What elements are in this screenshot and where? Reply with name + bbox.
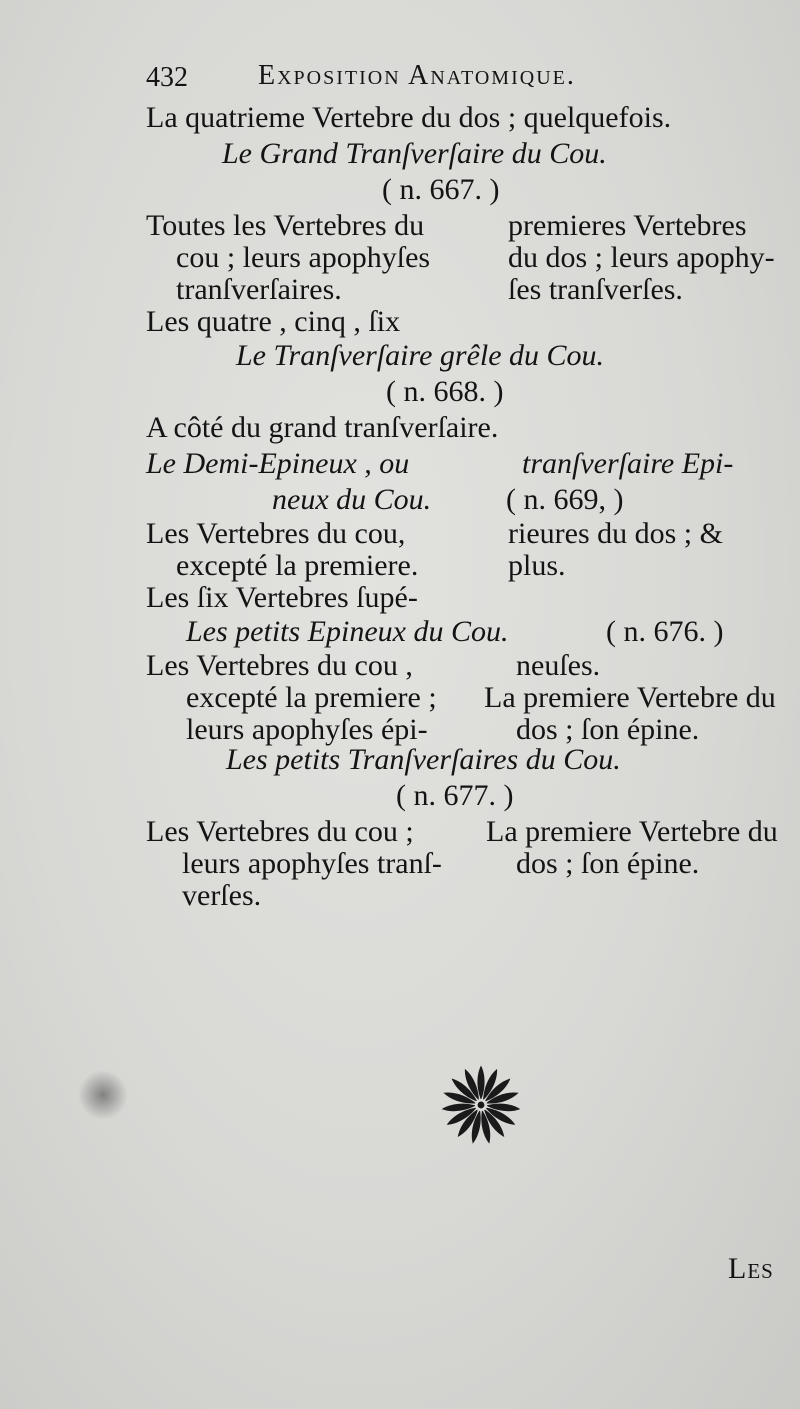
right-column-line: La premiere Vertebre du xyxy=(486,815,778,848)
text-line: Les quatre , cinq , ſix xyxy=(146,305,401,338)
page-number: 432 xyxy=(146,62,188,93)
text-line: La quatrieme Vertebre du dos ; quelquefois. xyxy=(146,101,672,134)
catchword: Les xyxy=(728,1252,774,1285)
left-column-line: Les Vertebres du cou, xyxy=(146,517,406,550)
section-heading: Le Grand Tranſverſaire du Cou. xyxy=(222,137,607,170)
running-title: Exposition Anatomique. xyxy=(258,60,576,91)
left-column-line: excepté la premiere. xyxy=(176,549,419,582)
left-column-line: excepté la premiere ; xyxy=(186,681,437,714)
right-column-line: rieures du dos ; & xyxy=(508,517,723,550)
right-column-line: neuſes. xyxy=(516,649,601,682)
section-number: ( n. 669, ) xyxy=(506,483,624,516)
left-column-line: leurs apophyſes tranſ- xyxy=(182,847,442,880)
right-column-line: La premiere Vertebre du xyxy=(484,681,776,714)
ink-smudge xyxy=(78,1070,128,1120)
section-heading: neux du Cou. xyxy=(272,483,432,516)
section-number: ( n. 676. ) xyxy=(606,615,724,648)
section-heading: Le Tranſverſaire grêle du Cou. xyxy=(236,339,605,372)
left-column-line: tranſverſaires. xyxy=(176,273,342,306)
section-number: ( n. 668. ) xyxy=(386,375,504,408)
left-column-line: Les Vertebres du cou ; xyxy=(146,815,414,848)
section-heading: Les petits Epineux du Cou. xyxy=(186,615,509,648)
section-heading: Les petits Tranſverſaires du Cou. xyxy=(226,743,621,776)
section-heading: Le Demi-Epineux , ou xyxy=(146,447,410,480)
flower-ornament-icon xyxy=(438,1062,524,1148)
right-column-line: dos ; ſon épine. xyxy=(516,713,700,746)
left-column-line: Les Vertebres du cou , xyxy=(146,649,413,682)
section-heading: tranſverſaire Epi- xyxy=(522,447,734,480)
section-number: ( n. 667. ) xyxy=(382,173,500,206)
left-column-line: leurs apophyſes épi- xyxy=(186,713,428,746)
text-line: Les ſix Vertebres ſupé- xyxy=(146,581,418,614)
text-line: A côté du grand tranſverſaire. xyxy=(146,411,499,444)
right-column-line: du dos ; leurs apophy- xyxy=(508,241,775,274)
left-column-line: cou ; leurs apophyſes xyxy=(176,241,431,274)
right-column-line: premieres Vertebres xyxy=(508,209,747,242)
right-column-line: dos ; ſon épine. xyxy=(516,847,700,880)
left-column-line: Toutes les Vertebres du xyxy=(146,209,425,242)
left-column-line: verſes. xyxy=(182,879,262,912)
right-column-line: ſes tranſverſes. xyxy=(508,273,683,306)
section-number: ( n. 677. ) xyxy=(396,779,514,812)
right-column-line: plus. xyxy=(508,549,566,582)
